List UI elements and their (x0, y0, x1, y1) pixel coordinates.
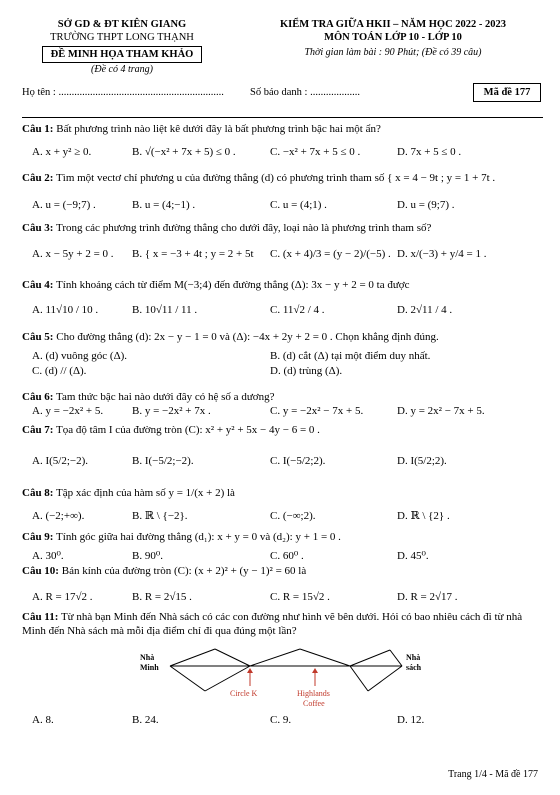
option-b[interactable]: B. R = 2√15 . (132, 591, 192, 603)
question-text: Trong các phương trình đường thẳng cho dưới đây, loại nào là phương trình tham số? (56, 222, 432, 234)
option-c[interactable]: C. y = −2x² − 7x + 5. (270, 405, 364, 417)
option-a[interactable]: A. 8. (32, 714, 54, 726)
question-text: Tọa độ tâm I của đường tròn (C): x² + y² + 5x − 4y − 6 = 0 . (56, 424, 320, 436)
question-text: Tính góc giữa hai đường thẳng (d₁): x + y = 0 và (d₂): y + 1 = 0 . (56, 531, 341, 543)
option-d[interactable]: D. u = (9;7) . (397, 199, 455, 211)
option-d[interactable]: D. (d) trùng (Δ). (270, 365, 343, 377)
route-diagram (140, 646, 430, 716)
option-d[interactable]: D. y = 2x² − 7x + 5. (397, 405, 485, 417)
option-a[interactable]: A. 30⁰. (32, 550, 64, 562)
question-3 (22, 221, 544, 235)
highlands-label-2: Coffee (303, 699, 325, 708)
circle-k-label: Circle K (230, 689, 258, 698)
option-b[interactable]: B. 10√11 / 11 . (132, 304, 198, 316)
time-note: Thời gian làm bài : 90 Phút; (Đề có 39 câu) (304, 47, 482, 58)
student-name-field: Họ tên : ............................................................... (22, 87, 224, 98)
question-label: Câu 3: (22, 222, 54, 234)
question-label: Câu 2: (22, 172, 54, 184)
option-b[interactable]: B. { x = −3 + 4t ; y = 2 + 5t (132, 248, 254, 260)
question-label: Câu 1: (22, 123, 54, 135)
option-c[interactable]: C. (x + 4)/3 = (y − 2)/(−5) . (270, 248, 391, 260)
option-b[interactable]: B. y = −2x² + 7x . (132, 405, 211, 417)
option-a[interactable]: A. (−2;+∞). (32, 510, 85, 522)
question-label: Câu 10: (22, 565, 59, 577)
question-text: Cho đường thẳng (d): 2x − y − 1 = 0 và (Δ): −4x + 2y + 2 = 0 . Chọn khẳng định đúng. (56, 331, 439, 343)
option-b[interactable]: B. I(−5/2;−2). (132, 455, 194, 467)
question-4 (22, 278, 544, 292)
option-a[interactable]: A. I(5/2;−2). (32, 455, 88, 467)
question-8 (22, 486, 544, 500)
store-label-1: Nhà (406, 653, 421, 662)
option-c[interactable]: C. (−∞;2). (270, 510, 316, 522)
option-b[interactable]: B. ℝ \ {−2}. (132, 510, 188, 522)
question-7 (22, 423, 544, 437)
question-label: Câu 6: (22, 391, 54, 403)
student-info-row (22, 83, 542, 105)
highlands-label-1: Highlands (297, 689, 330, 698)
highlands-arrowhead (312, 668, 318, 673)
question-text: Tìm một vectơ chỉ phương u của đường thẳng (d) có phương trình tham số { x = 4 − 9t ; y = 1 + 7t . (56, 172, 496, 184)
pages-note: (Đề có 4 trang) (91, 64, 153, 75)
question-11 (22, 610, 544, 638)
option-d[interactable]: D. 7x + 5 ≤ 0 . (397, 146, 462, 158)
question-label: Câu 8: (22, 487, 54, 499)
question-10 (22, 564, 544, 578)
option-c[interactable]: C. 60⁰ . (270, 550, 304, 562)
question-label: Câu 7: (22, 424, 54, 436)
route-lines (170, 649, 402, 691)
option-a[interactable]: A. x − 5y + 2 = 0 . (32, 248, 114, 260)
question-text: Tam thức bậc hai nào dưới đây có hệ số a dương? (56, 391, 275, 403)
exam-code-box: Mã đề 177 (473, 83, 541, 102)
option-c[interactable]: C. 9. (270, 714, 292, 726)
option-d[interactable]: D. ℝ \ {2} . (397, 510, 450, 522)
store-label-2: sách (406, 663, 422, 672)
exam-subject: MÔN TOÁN LỚP 10 - LỚP 10 (324, 32, 462, 43)
option-b[interactable]: B. (d) cắt (Δ) tại một điểm duy nhất. (270, 350, 431, 362)
sample-exam-box: ĐỀ MINH HỌA THAM KHẢO (42, 46, 203, 63)
option-d[interactable]: D. 45⁰. (397, 550, 429, 562)
option-c[interactable]: C. u = (4;1) . (270, 199, 327, 211)
exam-title: KIỂM TRA GIỮA HKII – NĂM HỌC 2022 - 2023 (279, 19, 507, 30)
option-d[interactable]: D. 12. (397, 714, 425, 726)
home-label-1: Nhà (140, 653, 155, 662)
option-c[interactable]: C. 11√2 / 4 . (270, 304, 325, 316)
exam-title-block (243, 18, 543, 60)
question-label: Câu 5: (22, 331, 54, 343)
question-1 (22, 122, 544, 136)
question-6 (22, 390, 544, 404)
question-2 (22, 171, 544, 185)
option-a[interactable]: A. y = −2x² + 5. (32, 405, 104, 417)
option-b[interactable]: B. √(−x² + 7x + 5) ≤ 0 . (132, 146, 236, 158)
question-text: Bất phương trình nào liệt kê dưới đây là bất phương trình bậc hai một ẩn? (56, 123, 381, 135)
question-label: Câu 4: (22, 279, 54, 291)
question-text: Tính khoảng cách từ điểm M(−3;4) đến đường thẳng (Δ): 3x − y + 2 = 0 ta được (56, 279, 410, 291)
option-d[interactable]: D. I(5/2;2). (397, 455, 447, 467)
exam-header (0, 18, 560, 80)
question-text: Từ nhà bạn Minh đến Nhà sách có các con đường như hình vẽ bên dưới. Hỏi có bao nhiêu cách đi từ nhà Minh đến Nhà sách mà mỗi địa điểm chỉ đi qua đúng một lần? (22, 611, 523, 637)
page-footer: Trang 1/4 - Mã đề 177 (448, 769, 538, 780)
option-b[interactable]: B. u = (4;−1) . (132, 199, 196, 211)
option-a[interactable]: A. (d) vuông góc (Δ). (32, 350, 128, 362)
option-c[interactable]: C. (d) // (Δ). (32, 365, 87, 377)
option-d[interactable]: D. 2√11 / 4 . (397, 304, 453, 316)
question-label: Câu 9: (22, 531, 54, 543)
option-a[interactable]: A. R = 17√2 . (32, 591, 93, 603)
school-name: TRƯỜNG THPT LONG THẠNH (50, 32, 194, 43)
option-a[interactable]: A. u = (−9;7) . (32, 199, 96, 211)
option-c[interactable]: C. R = 15√2 . (270, 591, 330, 603)
circle-k-arrowhead (247, 668, 253, 673)
question-9 (22, 530, 544, 544)
header-divider (22, 117, 543, 118)
option-d[interactable]: D. R = 2√17 . (397, 591, 458, 603)
department-name: SỞ GD & ĐT KIÊN GIANG (57, 19, 187, 30)
question-text: Tập xác định của hàm số y = 1/(x + 2) là (56, 487, 235, 499)
option-a[interactable]: A. 11√10 / 10 . (32, 304, 99, 316)
student-id-field: Số báo danh : ................... (250, 87, 360, 98)
option-b[interactable]: B. 24. (132, 714, 159, 726)
school-block (22, 18, 222, 77)
question-label: Câu 11: (22, 611, 59, 623)
question-5 (22, 330, 544, 344)
option-c[interactable]: C. −x² + 7x + 5 ≤ 0 . (270, 146, 361, 158)
home-label-2: Minh (140, 663, 159, 672)
question-text: Bán kính của đường tròn (C): (x + 2)² + (y − 1)² = 60 là (61, 565, 307, 577)
option-a[interactable]: A. x + y² ≥ 0. (32, 146, 92, 158)
option-d[interactable]: D. x/(−3) + y/4 = 1 . (397, 248, 487, 260)
option-c[interactable]: C. I(−5/2;2). (270, 455, 326, 467)
option-b[interactable]: B. 90⁰. (132, 550, 163, 562)
